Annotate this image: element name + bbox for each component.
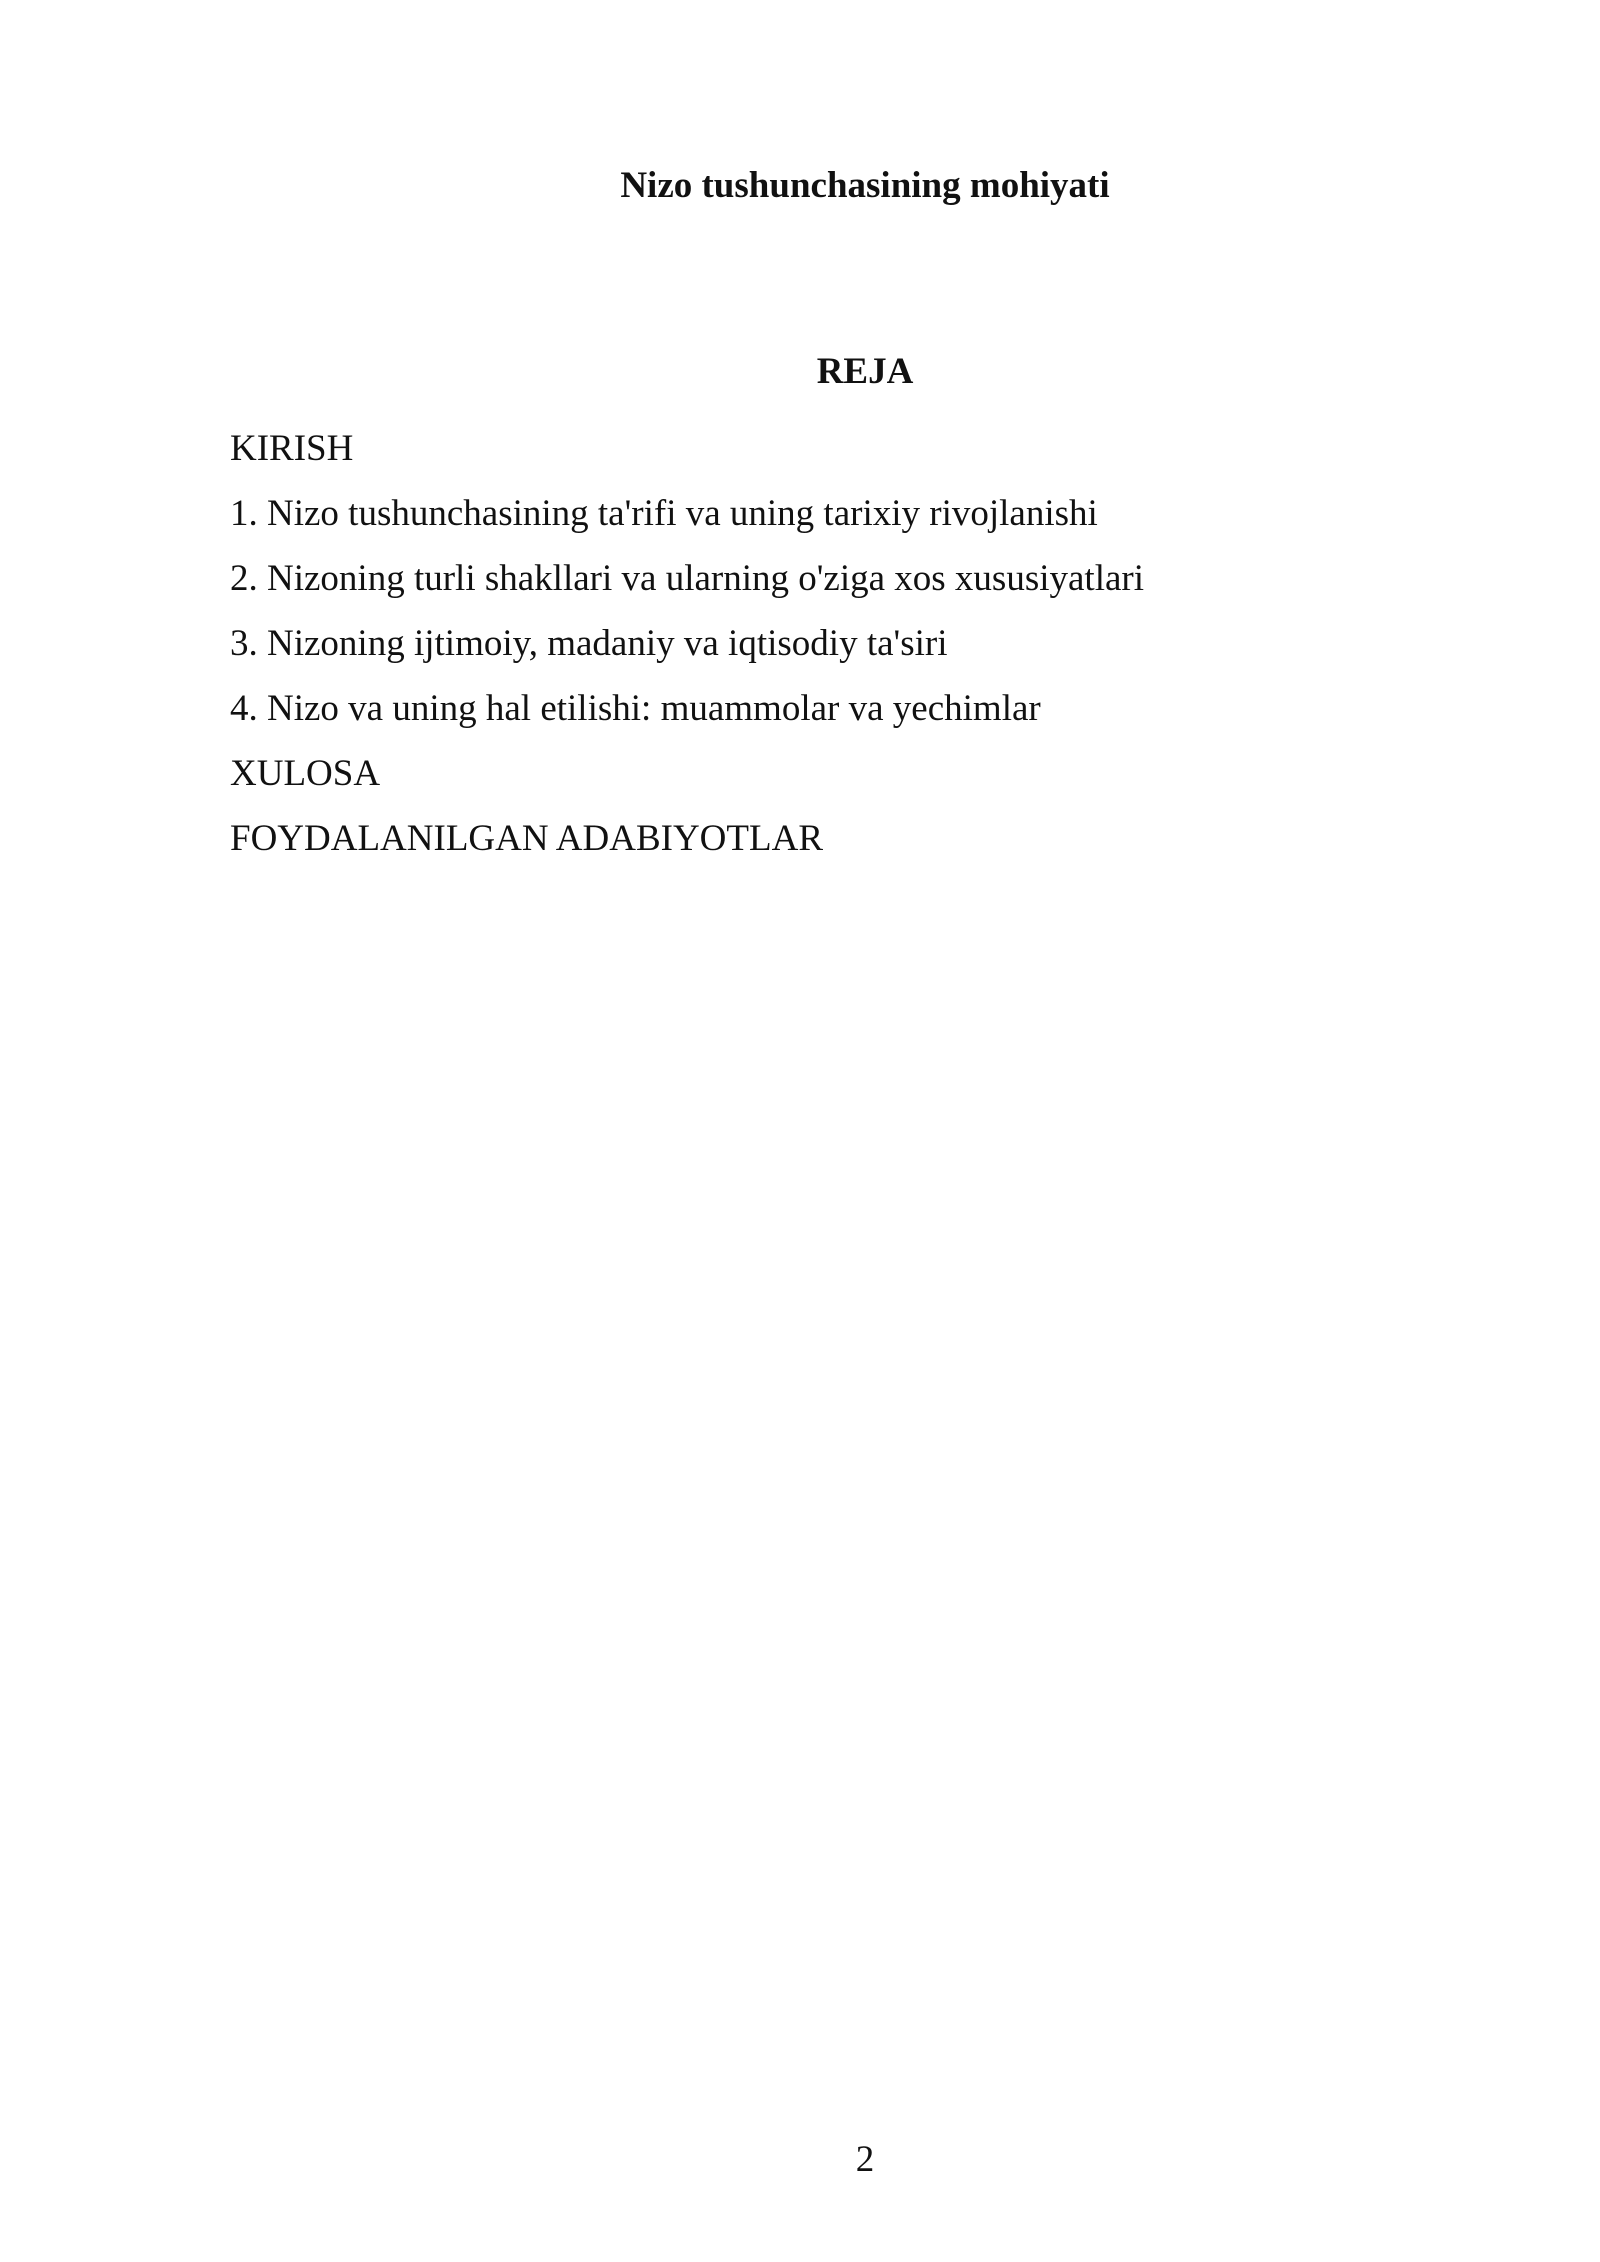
page-number: 2 — [855, 2139, 875, 2180]
plan-item-conclusion: XULOSA — [230, 753, 381, 794]
plan-item-4: 4. Nizo va uning hal etilishi: muammolar va yechimlar — [230, 688, 1041, 729]
plan-list — [230, 416, 1430, 871]
plan-item-intro: KIRISH — [230, 428, 354, 469]
plan-heading: REJA — [816, 351, 914, 392]
plan-item-references: FOYDALANILGAN ADABIYOTLAR — [230, 818, 823, 859]
plan-item-3: 3. Nizoning ijtimoiy, madaniy va iqtisodiy ta'siri — [230, 623, 948, 664]
plan-item-2: 2. Nizoning turli shakllari va ularning o'ziga xos xususiyatlari — [230, 558, 1145, 599]
document-title: Nizo tushunchasining mohiyati — [620, 165, 1110, 206]
plan-item-1: 1. Nizo tushunchasining ta'rifi va uning tarixiy rivojlanishi — [230, 493, 1098, 534]
